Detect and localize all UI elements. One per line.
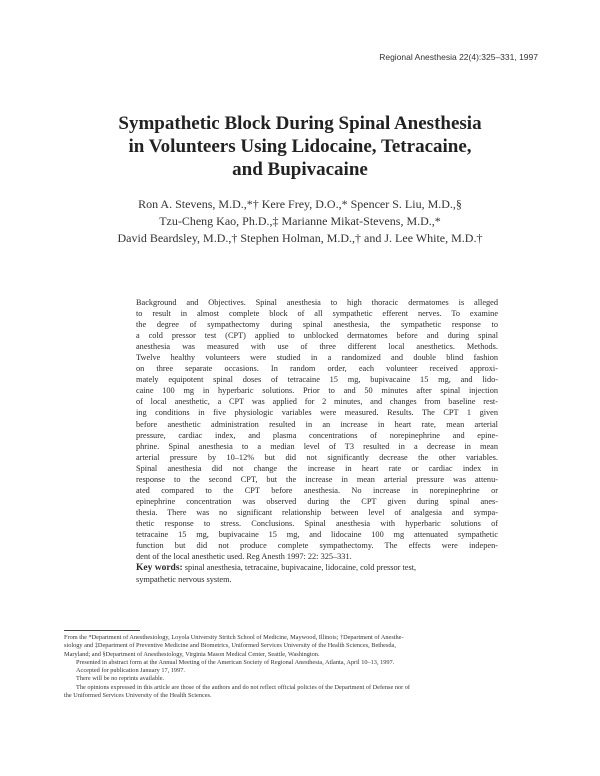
title-line: in Volunteers Using Lidocaine, Tetracaine,	[128, 136, 472, 157]
abstract-line: response to the second CPT, but the increase in mean arterial pressure was attenu-	[136, 474, 498, 484]
keywords-label: Key words:	[136, 563, 183, 573]
keywords-text: spinal anesthesia, tetracaine, bupivacaine, lidocaine, cold pressor test,	[182, 563, 417, 572]
abstract-line: anesthesia was measured with use of three different local anesthetics. Methods.	[136, 342, 498, 352]
abstract-line: of local anesthetic, a CPT was applied for 2 minutes, and changes from baseline rest-	[136, 397, 498, 407]
abstract-line: tetracaine 15 mg, bupivacaine 15 mg, and lidocaine 100 mg attenuated sympathetic	[136, 529, 498, 539]
abstract-line: to result in almost complete block of all sympathetic efferent nerves. To examine	[136, 309, 498, 319]
footnote-line: Accepted for publication January 17, 1997.	[76, 667, 185, 675]
abstract-line: arterial pressure by 10–12% but did not significantly decrease the other variables.	[136, 452, 498, 462]
footnote-line: Presented in abstract form at the Annual Meeting of the American Society of Regional Anesthesia, Atlanta, April 10–13, 1997.	[76, 658, 395, 666]
author-line: David Beardsley, M.D.,† Stephen Holman, M.D.,† and J. Lee White, M.D.†	[117, 231, 483, 245]
abstract-line: the degree of sympathectomy during spinal anesthesia, the sympathetic response to	[136, 320, 498, 330]
abstract-line: thetic response to stress. Conclusions. Spinal anesthesia with hyperbaric solutions of	[136, 518, 498, 528]
abstract-line: ated compared to the CPT before anesthesia. No increase in norepinephrine or	[136, 485, 498, 495]
abstract-line: before anesthetic administration resulted in an increase in heart rate, mean arterial	[136, 419, 498, 429]
footnote-line: Maryland; and §Department of Anesthesiology, Virginia Mason Medical Center, Seattle, Washington.	[64, 650, 320, 658]
footnotes	[64, 634, 544, 700]
author-list	[0, 196, 600, 247]
footnote-line: There will be no reprints available.	[76, 675, 165, 683]
abstract-line: dent of the local anesthetic used. Reg Anesth 1997: 22: 325–331.	[136, 552, 352, 562]
keywords-text: sympathetic nervous system.	[136, 575, 232, 584]
abstract-line: Spinal anesthesia did not change the increase in heart rate or cardiac index in	[136, 463, 498, 473]
footnote-line: The opinions expressed in this article are those of the authors and do not reflect official policies of the Department of Defense nor of	[76, 683, 411, 691]
abstract-line: epinephrine concentration was observed during the CPT given during spinal anes-	[136, 496, 498, 506]
abstract-line: Twelve healthy volunteers were studied in a randomized and double blind fashion	[136, 353, 498, 363]
abstract-line: a cold pressor test (CPT) applied to unblocked dermatomes before and during spinal	[136, 331, 498, 341]
abstract-line: thesia. There was no significant relationship between level of analgesia and sympa-	[136, 507, 498, 517]
footnote-line: From the *Department of Anesthesiology, Loyola University Stritch School of Medicine, Maywood, Illinois; †Department of Anesthe-	[64, 634, 404, 641]
running-head: Regional Anesthesia 22(4):325–331, 1997	[379, 52, 538, 62]
abstract-line: ing conditions in five physiologic variables were measured. Results. The CPT 1 given	[136, 408, 498, 418]
author-line: Ron A. Stevens, M.D.,*† Kere Frey, D.O.,* Spencer S. Liu, M.D.,§	[138, 197, 462, 211]
abstract-line: pressure, cardiac index, and plasma concentrations of norepinephrine and epine-	[136, 430, 498, 440]
article-title	[0, 112, 600, 181]
abstract-line: mately equipotent spinal doses of tetracaine 15 mg, bupivacaine 15 mg, and lido-	[136, 375, 498, 385]
abstract-line: phrine. Spinal anesthesia to a median level of T3 resulted in a decrease in mean	[136, 441, 498, 451]
abstract-line: caine 100 mg in hyperbaric solutions. Prior to and 50 minutes after spinal injection	[136, 386, 498, 396]
title-line: and Bupivacaine	[232, 159, 368, 180]
title-line: Sympathetic Block During Spinal Anesthesia	[118, 113, 482, 134]
abstract	[136, 297, 498, 562]
author-line: Tzu-Cheng Kao, Ph.D.,‡ Marianne Mikat-Stevens, M.D.,*	[159, 214, 441, 228]
abstract-line: on three separate occasions. In random order, each volunteer received approxi-	[136, 364, 498, 374]
footnote-line: siology and ‡Department of Preventive Medicine and Biometrics, Uniformed Services University of the Health Sciences, Bethesda,	[64, 642, 396, 650]
footnote-divider	[64, 630, 140, 631]
abstract-line: Background and Objectives. Spinal anesthesia to high thoracic dermatomes is alleged	[136, 298, 498, 307]
footnote-line: the Uniformed Services University of the Health Sciences.	[64, 692, 212, 700]
keywords	[136, 562, 498, 585]
abstract-line: function but did not produce complete sympathectomy. The effects were indepen-	[136, 541, 498, 551]
